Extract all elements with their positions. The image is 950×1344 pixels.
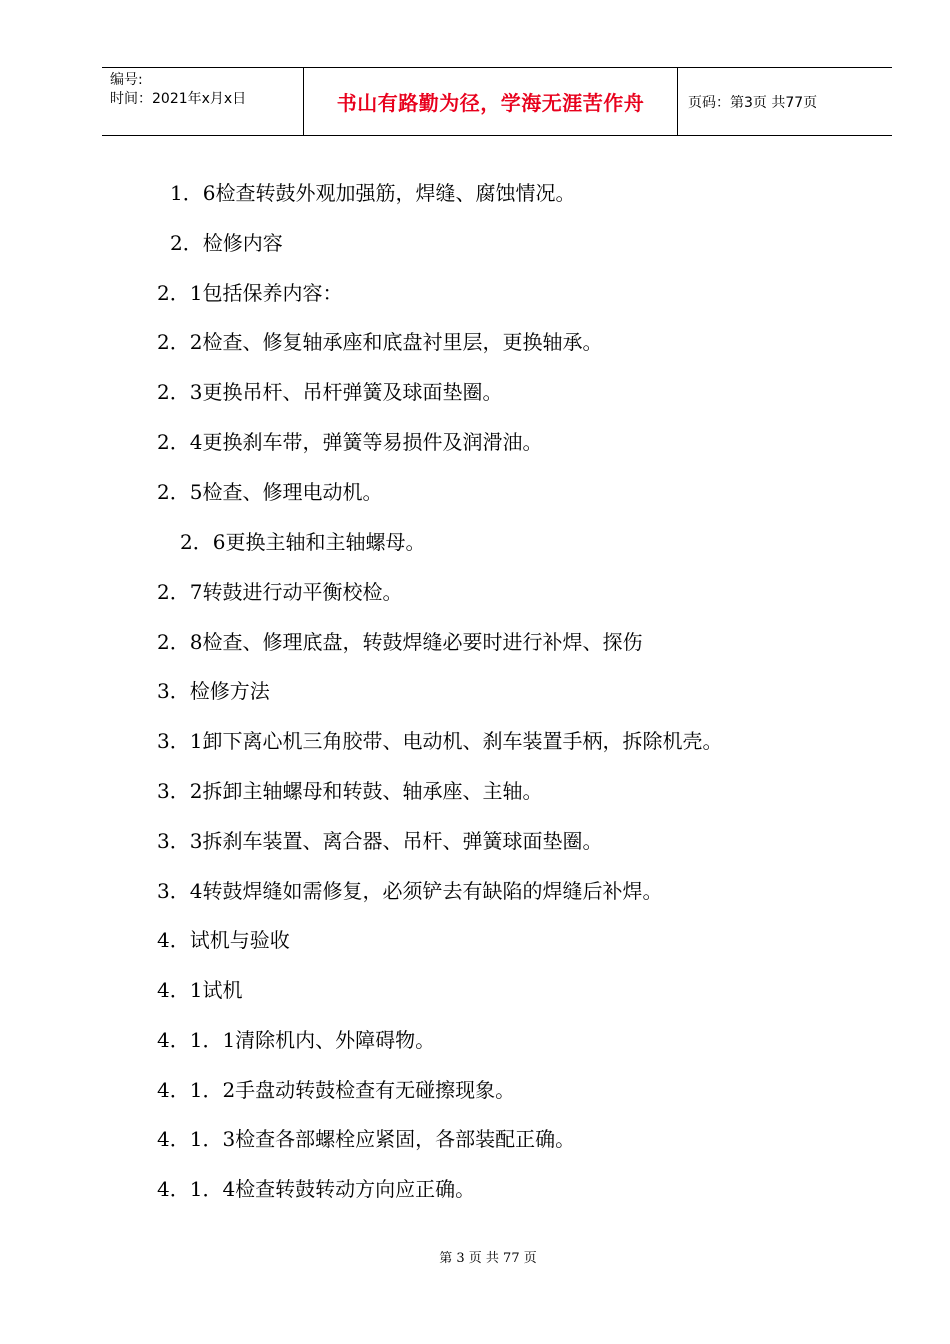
page-header (102, 67, 892, 136)
body-line: 2．7转鼓进行动平衡校检。 (157, 580, 403, 604)
header-page-cell (678, 68, 892, 135)
body-line: 3．2拆卸主轴螺母和转鼓、轴承座、主轴。 (157, 779, 543, 803)
header-page-info: 页码：第3页 共77页 (688, 94, 818, 111)
body-line: 3．4转鼓焊缝如需修复，必须铲去有缺陷的焊缝后补焊。 (157, 879, 663, 903)
header-motto-cell (304, 68, 678, 135)
body-line: 2．3更换吊杆、吊杆弹簧及球面垫圈。 (157, 380, 503, 404)
section-heading: 2．检修内容 (170, 231, 283, 255)
section-heading: 3．检修方法 (157, 679, 270, 703)
body-line: 3．3拆刹车装置、离合器、吊杆、弹簧球面垫圈。 (157, 829, 603, 853)
body-line: 2．4更换刹车带，弹簧等易损件及润滑油。 (157, 430, 543, 454)
body-line: 3．1卸下离心机三角胶带、电动机、刹车装置手柄，拆除机壳。 (157, 729, 723, 753)
footer-page-number: 第 3 页 共 77 页 (439, 1251, 537, 1266)
body-line: 4．1试机 (157, 978, 243, 1002)
section-heading: 4．试机与验收 (157, 928, 290, 952)
body-line: 2．6更换主轴和主轴螺母。 (180, 530, 426, 554)
document-number-label: 编号: (110, 72, 143, 88)
page-footer (0, 1247, 950, 1266)
body-line: 2．8检查、修理底盘，转鼓焊缝必要时进行补焊、探伤 (157, 630, 643, 654)
body-line: 4．1．2手盘动转鼓检查有无碰擦现象。 (157, 1078, 516, 1102)
body-line: 4．1．3检查各部螺栓应紧固，各部装配正确。 (157, 1127, 576, 1151)
body-line: 2．1包括保养内容： (157, 281, 343, 305)
body-line: 4．1．1清除机内、外障碍物。 (157, 1028, 436, 1052)
body-line: 2．5检查、修理电动机。 (157, 480, 383, 504)
header-meta-cell (102, 68, 304, 135)
body-line: 2．2检查、修复轴承座和底盘衬里层，更换轴承。 (157, 330, 603, 354)
body-line: 1．6检查转鼓外观加强筋，焊缝、腐蚀情况。 (170, 181, 576, 205)
body-line: 4．1．4检查转鼓转动方向应正确。 (157, 1177, 476, 1201)
header-motto: 书山有路勤为径，学海无涯苦作舟 (336, 91, 645, 115)
document-date: 时间：2021年x月x日 (110, 91, 247, 107)
